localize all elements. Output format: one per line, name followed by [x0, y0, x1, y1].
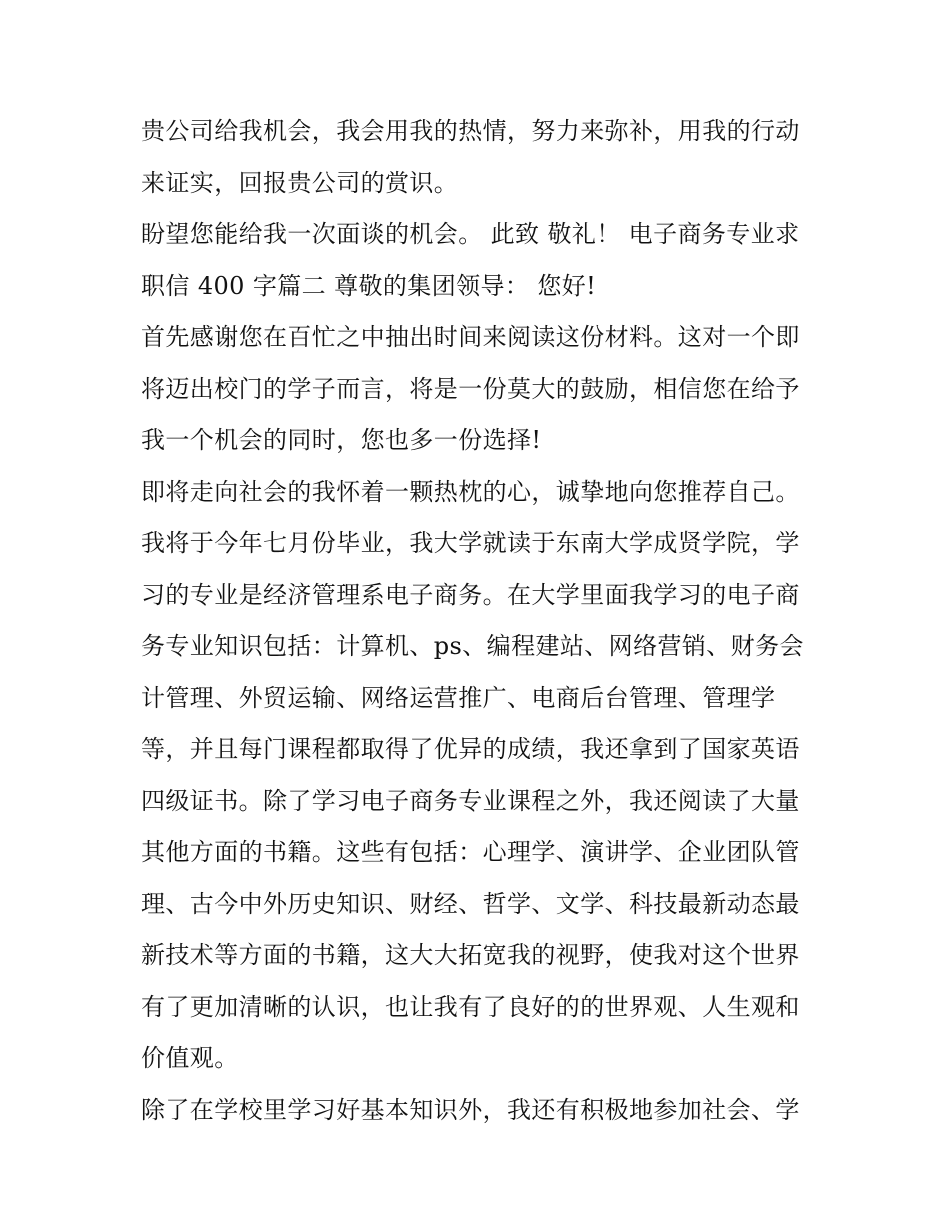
- text-line: 贵公司给我机会，我会用我的热情，努力来弥补，用我的行动: [141, 117, 800, 145]
- text-line: 有了更加清晰的认识，也让我有了良好的的世界观、人生观和: [141, 992, 800, 1021]
- text-line: 务专业知识包括：计算机、ps、编程建站、网络营销、财务会: [141, 632, 804, 660]
- text-line: 计管理、外贸运输、网络运营推广、电商后台管理、管理学: [141, 683, 776, 712]
- text-line: 即将走向社会的我怀着一颗热枕的心，诚挚地向您推荐自己。: [141, 477, 800, 506]
- document-body: [141, 106, 821, 1136]
- text-line: 习的专业是经济管理系电子商务。在大学里面我学习的电子商: [141, 580, 800, 609]
- text-line: 其他方面的书籍。这些有包括：心理学、演讲学、企业团队管: [141, 838, 800, 866]
- text-line: 将迈出校门的学子而言，将是一份莫大的鼓励，相信您在给予: [141, 374, 800, 403]
- text-line: 等，并且每门课程都取得了优异的成绩，我还拿到了国家英语: [141, 735, 800, 763]
- text-line: 理、古今中外历史知识、财经、哲学、文学、科技最新动态最: [141, 889, 800, 918]
- paragraph-4: [141, 467, 821, 1085]
- text-line: 职信 400 字篇二 尊敬的集团领导： 您好!: [141, 271, 597, 300]
- text-line: 价值观。: [141, 1044, 239, 1072]
- text-line: 首先感谢您在百忙之中抽出时间来阅读这份材料。这对一个即: [141, 323, 800, 351]
- text-line: 我将于今年七月份毕业，我大学就读于东南大学成贤学院，学: [141, 529, 800, 557]
- text-line: 我一个机会的同时，您也多一份选择!: [141, 426, 542, 454]
- paragraph-3: [141, 312, 821, 467]
- text-line: 盼望您能给我一次面谈的机会。 此致 敬礼！ 电子商务专业求: [141, 220, 800, 248]
- text-line: 新技术等方面的书籍，这大大拓宽我的视野，使我对这个世界: [141, 941, 800, 969]
- paragraph-2: [141, 209, 821, 312]
- text-line: 四级证书。除了学习电子商务专业课程之外，我还阅读了大量: [141, 786, 800, 815]
- text-line: 除了在学校里学习好基本知识外，我还有积极地参加社会、学: [141, 1095, 800, 1124]
- text-line: 来证实，回报贵公司的赏识。: [141, 168, 459, 197]
- paragraph-5: [141, 1085, 821, 1137]
- paragraph-1: [141, 106, 821, 209]
